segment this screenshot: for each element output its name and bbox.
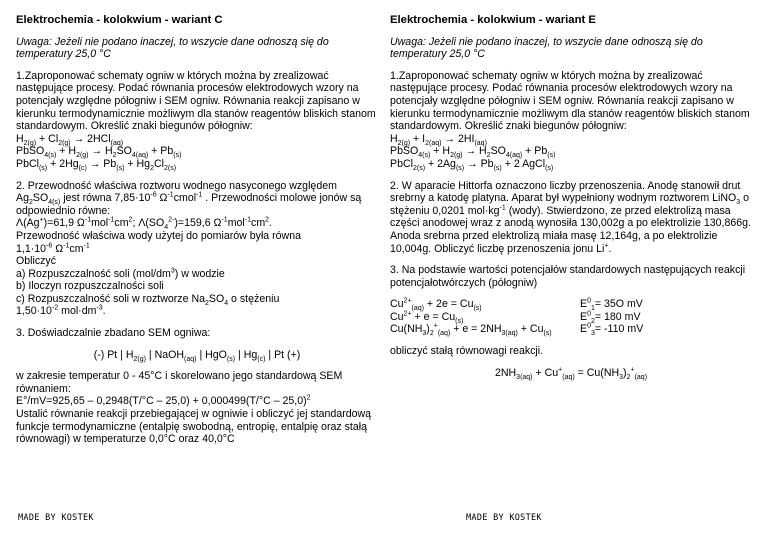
c-cell-scheme: (-) Pt | $H_{2(g)}$ | NaOH$_{(aq)}$ | HgO$_{(s)}$ | $Hg_{(c)}$ | Pt (+) [93, 348, 301, 363]
e-equilibrium-ask: obliczyć stałą równowagi reakcji. [390, 345, 544, 358]
footer-left: MADE BY KOSTEK [18, 513, 94, 523]
c-reaction-1: $H_{2(g)} + Cl_{2(g)} \to 2HCl_{(aq)}$ [16, 132, 124, 147]
c-task-b: b) Iloczyn rozpuszczalności soli [16, 280, 164, 293]
c-question-3: 3. Doświadczalnie zbadano SEM ogniwa: [16, 327, 211, 340]
c-question-2: 2. Przewodność właściwa roztworu wodnego nasyconego względem $Ag_2SO_{4(s)}$ jest równa $7,85\cdot 10^{-6}$ $\Omega^{-1}cmol^{-1}$ . Przewodności molowe jonów są odpowiednio równe: Λ(Ag+)=61,9 $\Omega^{-1}mol^{-1}cm^2$; $\Lambda(SO_4^{2-})=159,6$ $\Omega^{-1}mol^{-1}cm^2$. [16, 179, 362, 232]
variant-e-title: Elektrochemia - kolokwium - wariant E [390, 14, 596, 26]
c-calc-label: Obliczyć [16, 255, 57, 268]
variant-e-note: Uwaga: Jeżeli nie podano inaczej, to wszycie dane odnoszą się do temperatury 25,0 °C [390, 35, 703, 61]
c-question-1: 1.Zaproponować schematy ogniw w których można by zrealizować następujące procesy. Podać równania procesów elektrodowych wzory na potencjały względne półogniw i SEM ogniw. Równania reakcji zapisano w kierunku termodynamicznie możliwym dla stanów reagentów bliskich stanom standardowym. Określić znaki biegunów półogniw: [16, 69, 376, 133]
c-water-conductivity: Przewodność właściwa wody użytej do pomiarów była równa $1,1\cdot 10^{-6}$ $\Omega^{-1}cm^{-1}$ [16, 229, 301, 255]
e-question-1: 1.Zaproponować schematy ogniw w których można by zrealizować następujące procesy. Podać równania procesów elektrodowych wzory na potencjały względne półogniw i SEM ogniw. Równania reakcji zapisano w kierunku termodynamicznie możliwym dla stanów reagentów bliskich stanom standardowym. Określić znaki biegunów półogniw: [390, 69, 750, 133]
e-question-3: 3. Na podstawie wartości potencjałów standardowych następujących reakcji potencjałotwórczych (półogniw) [390, 264, 746, 289]
footer-right: MADE BY KOSTEK [466, 513, 542, 523]
variant-c-column [16, 14, 378, 446]
c-reaction-3: PbCl$_{(s)}$ + $2Hg_{(c)} \to Pb_{(s)} + Hg_2Cl_{2(s)}$ [16, 157, 177, 173]
c-task-c: c) Rozpuszczalność soli w roztworze $Na_2SO_4$ o stężeniu $1,50\cdot 10^{-2}$ $mol\cdot dm^{-3}$. [16, 292, 280, 318]
e-reaction-3: PbCl$_{2(s)}$ + $2Ag_{(s)} \to Pb_{(s)} + 2$ AgCl$_{(s)}$ [390, 157, 554, 173]
e-target-reaction: $2NH_{3(aq)} + Cu^+_{(aq)} = Cu(NH_3)_2^+_{(aq)}$ [494, 366, 648, 381]
c-temp-range: w zakresie temperatur 0 - 45°C i skorelowano jego standardową SEM równaniem: [16, 370, 343, 395]
c-sem-equation: E°/mV=925,65 – 0,2948(T/°C – 25,0) + 0,000499(T/°C – 25,0)$^2$ [16, 394, 311, 408]
e-potential-row-1: $Cu^{2+}_{(aq)} + 2e = Cu_{(s)}$ $E^0_1= 35O$ mV [390, 297, 643, 313]
e-reaction-1: $H_{2(g)} + I_{2(aq)} \to 2HI_{(aq)}$ [390, 132, 487, 147]
c-task-a: a) Rozpuszczalność soli $(mol/dm^3)$ w wodzie [16, 267, 225, 280]
c-task-3: Ustalić równanie reakcji przebiegającej w ogniwie i obliczyć jej standardową funkcje termodynamiczne (entalpię swobodną, entropię, entalpię oraz stałą równowagi) w temperaturze 0,0°C oraz 40,0°C [16, 408, 372, 446]
variant-c-title: Elektrochemia - kolokwium - wariant C [16, 14, 223, 26]
e-question-2: 2. W aparacie Hittorfa oznaczono liczby przenoszenia. Anodę stanowił drut srebrny a katodę platyna. Aparat był wypełniony wodnym roztworem LiNO$_3$ o stężeniu 0,0201 $mol\cdot kg^{-1}$ (wody). Stwierdzono, ze przed elektrolizą masa części anodowej wraz z anodą wynosiła 130,002g a po elektrolizie 130,866g. Anoda srebrna przed elektrolizą miała masę 12,164g, a po elektrolizie 10,004g. Obliczyć liczbę przenoszenia jonu Li+. [390, 179, 752, 255]
variant-e-column [390, 14, 752, 379]
e-reaction-2: PbSO$_{4(s)}$ + $H_{2(g)} \to H_2SO_{4(aq)} + Pb_{(s)}$ [390, 145, 556, 160]
e-potential-row-2: $Cu^{2+} + e = Cu_{(s)}$ $E^0_2= 180$ mV [390, 310, 641, 325]
e-potential-row-3: $Cu(NH_3)_2^+_{(aq)} + e = 2NH_{3(aq)} + Cu_{(s)}$ $E^0_3= -110$ mV [390, 322, 644, 338]
variant-c-note: Uwaga: Jeżeli nie podano inaczej, to wszycie dane odnoszą się do temperatury 25,0 °C [16, 35, 329, 61]
c-reaction-2: PbSO$_{4(s)}$ + $H_{2(g)} \to H_2SO_{4(aq)} + Pb_{(s)}$ [16, 145, 182, 160]
